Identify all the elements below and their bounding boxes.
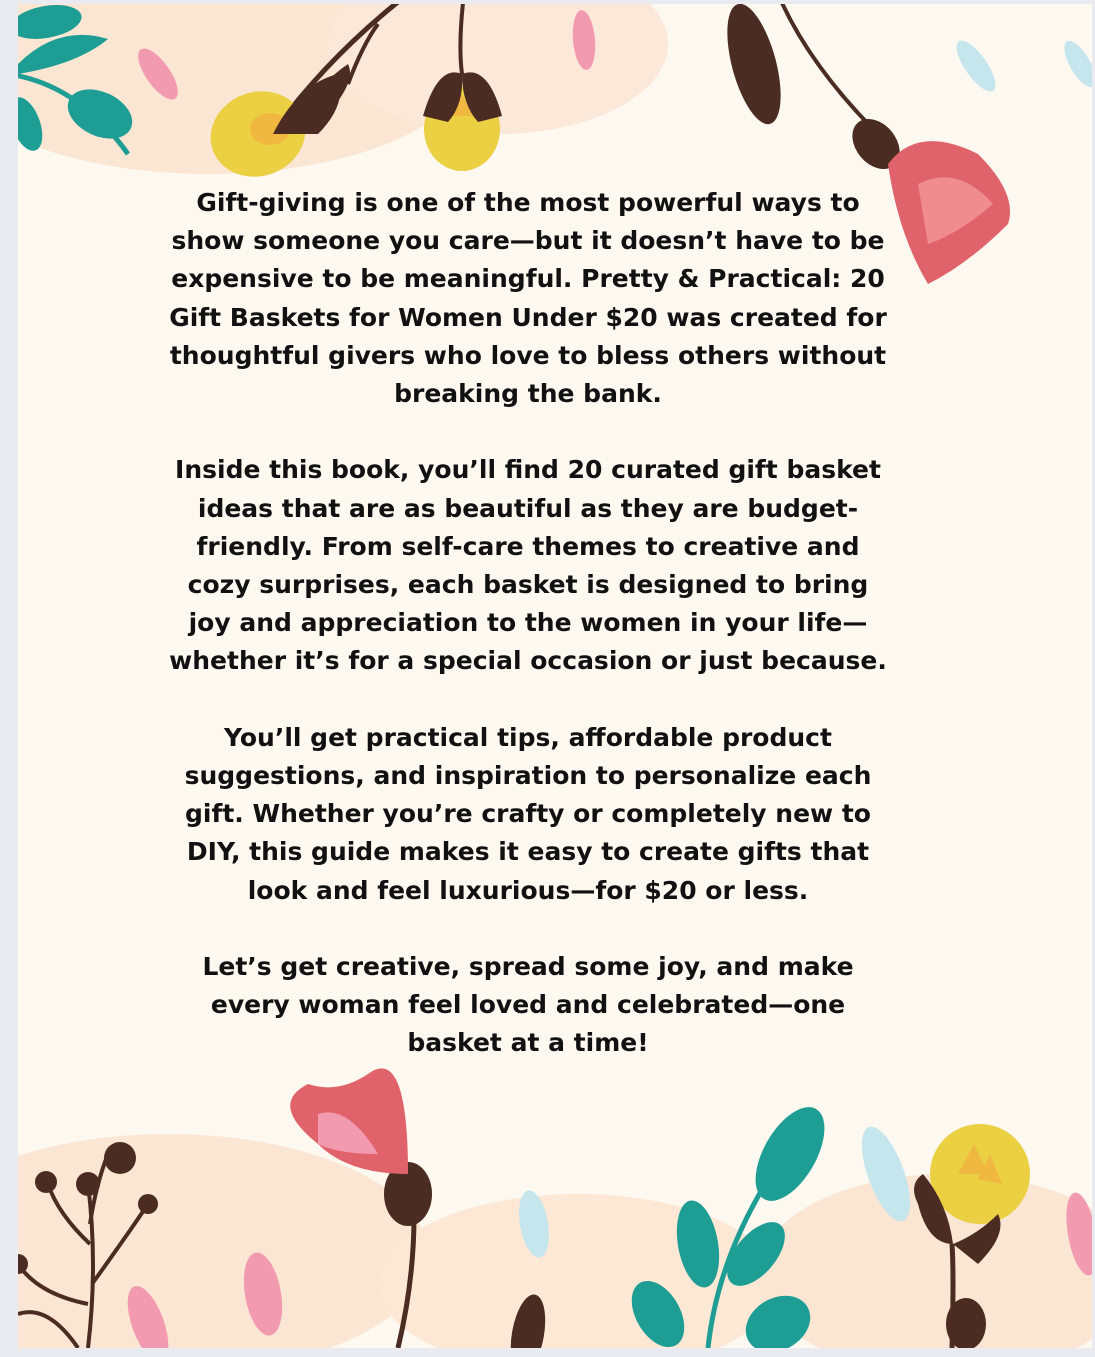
paragraph-intro: Gift-giving is one of the most powerful ways to show someone you care—but it doesn’t have to be expensive to be meaningful. Pretty & Practical: 20 Gift Baskets for Women Under $20 was created for thoughtful givers who love to bless others without breaking the bank. — [169, 188, 887, 409]
paragraph-tips: You’ll get practical tips, affordable product suggestions, and inspiration to personalize each gift. Whether you’re crafty or completely new to DIY, this guide makes it easy to create gifts that look and feel luxurious—for $20 or less. — [184, 722, 872, 905]
description-text — [168, 184, 888, 1063]
paragraph-inside-book: Inside this book, you’ll find 20 curated gift basket ideas that are as beautiful as they are budget-friendly. From self-care themes to creative and cozy surprises, each basket is designed to bring joy and appreciation to the women in your life—whether it’s for a special occasion or just because. — [169, 455, 887, 676]
paragraph-closing: Let’s get creative, spread some joy, and make every woman feel loved and celebrated—one basket at a time! — [202, 952, 854, 1058]
document-page — [18, 4, 1092, 1348]
